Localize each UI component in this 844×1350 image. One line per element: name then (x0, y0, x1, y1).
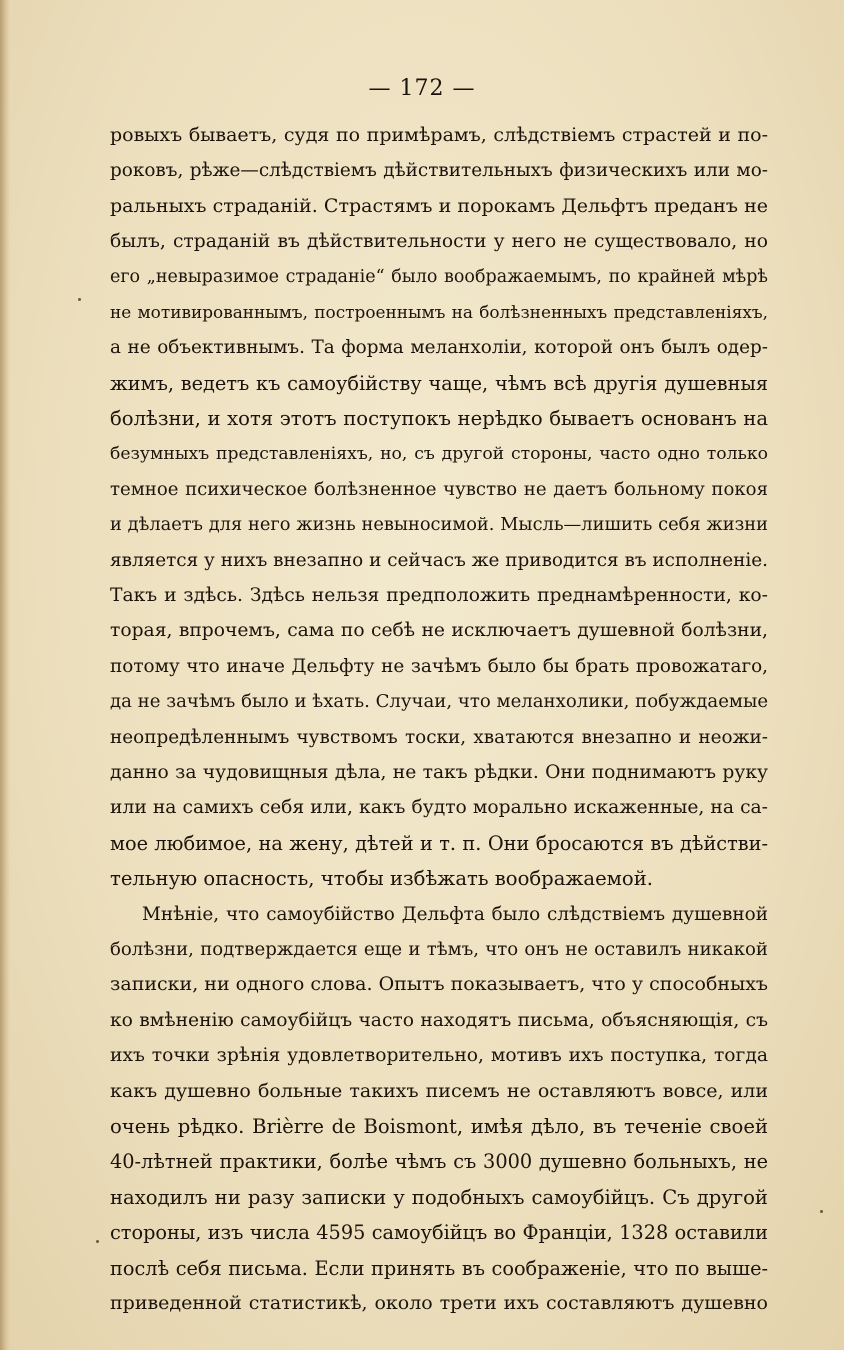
text-line: тельную опасность, чтобы избѣжать воображаемой. (110, 867, 654, 891)
text-line: темное психическое болѣзненное чувство не даетъ больному покоя (110, 478, 768, 500)
speck-mark (96, 1240, 99, 1243)
text-line: какъ душевно больные такихъ писемъ не оставляютъ вовсе, или (110, 1079, 768, 1102)
text-line: Мнѣніе, что самоубійство Дельфта было слѣдствіемъ душевной (142, 903, 768, 925)
text-line: послѣ себя письма. Если принять въ соображеніе, что по выше- (110, 1256, 768, 1280)
text-line: очень рѣдко. Brièrre de Boismont, имѣя дѣло, въ теченіе своей (110, 1114, 768, 1138)
text-line: не мотивированнымъ, построеннымъ на болѣзненныхъ представленіяхъ, (110, 301, 768, 322)
text-line: Такъ и здѣсь. Здѣсь нельзя предположить преднамѣренности, ко- (110, 585, 768, 607)
text-line: данно за чудовищныя дѣла, не такъ рѣдки. Они поднимаютъ руку (110, 762, 768, 784)
text-line: является у нихъ внезапно и сейчасъ же приводится въ исполненіе. (110, 549, 768, 571)
body-text (110, 118, 768, 1321)
text-line: неопредѣленнымъ чувствомъ тоски, хватаются внезапно и неожи- (110, 726, 768, 748)
text-line: записки, ни одного слова. Опытъ показываетъ, что у способныхъ (110, 973, 768, 996)
text-line: торая, впрочемъ, сама по себѣ не исключаетъ душевной болѣзни, (110, 620, 768, 642)
text-line: и дѣлаетъ для него жизнь невыносимой. Мысль—лишить себя жизни (110, 514, 768, 536)
text-line: стороны, изъ числа 4595 самоубійцъ во Франціи, 1328 оставили (110, 1221, 768, 1245)
text-line: его „невыразимое страданіе“ было воображаемымъ, по крайней мѣрѣ (110, 266, 768, 287)
text-line: мое любимое, на жену, дѣтей и т. п. Они бросаются въ дѣйстви- (110, 831, 768, 855)
text-line: приведенной статистикѣ, около трети ихъ составляютъ душевно (110, 1291, 768, 1314)
text-line: болѣзни, подтверждается еще и тѣмъ, что онъ не оставилъ никакой (110, 938, 768, 960)
text-line: потому что иначе Дельфту не зачѣмъ было бы брать провожатаго, (110, 655, 768, 677)
text-line: безумныхъ представленіяхъ, но, съ другой стороны, часто одно только (110, 443, 768, 464)
text-line: а не объективнымъ. Та форма меланхоліи, которой онъ былъ одер- (110, 337, 768, 359)
text-line: 40-лѣтней практики, болѣе чѣмъ съ 3000 душевно больныхъ, не (110, 1150, 768, 1174)
text-line: былъ, страданій въ дѣйствительности у него не существовало, но (110, 231, 768, 253)
page-number: — 172 — (368, 76, 476, 101)
text-line: болѣзни, и хотя этотъ поступокъ нерѣдко бываетъ основанъ на (110, 407, 768, 431)
text-line: или на самихъ себя или, какъ будто морально искаженные, на са- (110, 797, 768, 819)
text-line: ровыхъ бываетъ, судя по примѣрамъ, слѣдствіемъ страстей и по- (110, 124, 768, 146)
text-line: ихъ точки зрѣнія удовлетворительно, мотивъ ихъ поступка, тогда (110, 1045, 768, 1067)
page-binding-edge (0, 0, 10, 1350)
text-line: ко вмѣненію самоубійцъ часто находятъ письма, объясняющія, съ (110, 1009, 768, 1031)
text-line: роковъ, рѣже—слѣдствіемъ дѣйствительныхъ физическихъ или мо- (110, 160, 768, 182)
speck-mark (820, 1210, 823, 1213)
text-line: находилъ ни разу записки у подобныхъ самоубійцъ. Съ другой (110, 1185, 768, 1209)
text-line: жимъ, ведетъ къ самоубійству чаще, чѣмъ всѣ другія душевныя (110, 371, 768, 395)
speck-mark (78, 298, 81, 301)
text-line: да не зачѣмъ было и ѣхать. Случаи, что меланхолики, побуждаемые (110, 691, 768, 713)
text-line: ральныхъ страданій. Страстямъ и порокамъ Дельфтъ преданъ не (110, 194, 768, 217)
